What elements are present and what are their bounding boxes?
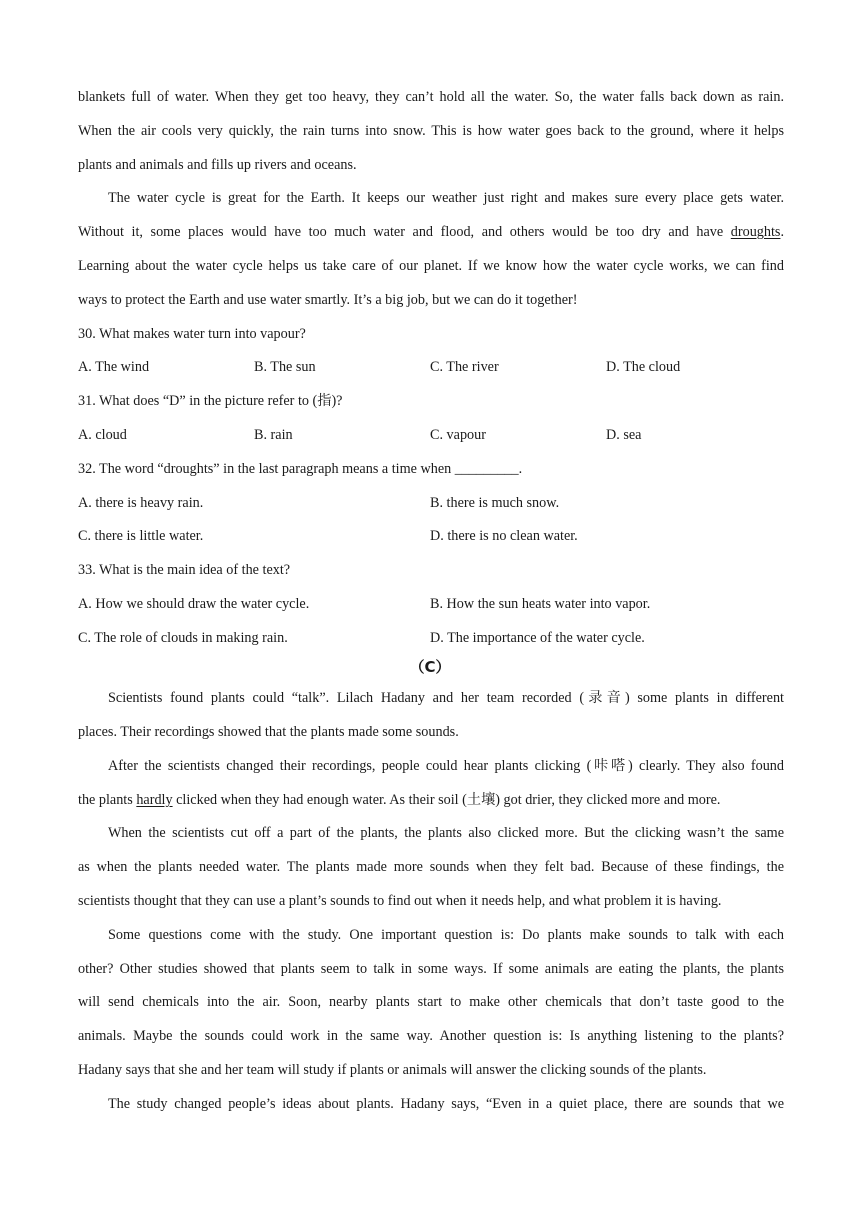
question-stem: 30. What makes water turn into vapour? (78, 326, 306, 342)
paragraph-line: places. Their recordings showed that the plants made some sounds. (78, 724, 459, 740)
paragraph-line: Some questions come with the study. One important question is: Do plants make sounds to talk with each (108, 927, 784, 943)
option-c: C. vapour (430, 427, 486, 443)
paragraph-line: scientists thought that they can use a plant’s sounds to find out when it needs help, and what problem it is having. (78, 893, 722, 909)
option-c: C. there is little water. (78, 528, 204, 544)
option-c: C. The river (430, 359, 499, 375)
option-a: A. The wind (78, 359, 150, 375)
underlined-word-droughts: droughts (730, 224, 781, 240)
option-b: B. How the sun heats water into vapor. (430, 596, 651, 612)
option-d: D. sea (606, 427, 642, 443)
option-a: A. cloud (78, 427, 127, 443)
option-c: C. The role of clouds in making rain. (78, 630, 288, 646)
text-run: Without it, some places would have too much water and flood, and others would be too dry and have (78, 224, 731, 240)
paragraph-line: The water cycle is great for the Earth. It keeps our weather just right and makes sure every place gets water. (108, 190, 784, 206)
paragraph-line: ways to protect the Earth and use water smartly. It’s a big job, but we can do it together! (78, 292, 578, 308)
paragraph-line: When the scientists cut off a part of the plants, the plants also clicked more. But the clicking wasn’t the same (108, 825, 784, 841)
option-b: B. The sun (254, 359, 316, 375)
paragraph-line (78, 790, 784, 810)
underlined-word-hardly: hardly (136, 792, 173, 808)
section-title: （C） (409, 658, 451, 676)
text-run: the plants (78, 792, 137, 808)
paragraph-line: animals. Maybe the sounds could work in the same way. Another question is: Is anything listening to the plants? (78, 1028, 784, 1044)
text-run: . (780, 224, 784, 240)
option-a: A. there is heavy rain. (78, 495, 204, 511)
paragraph-line: Learning about the water cycle helps us take care of our planet. If we know how the water cycle works, we can find (78, 258, 784, 274)
question-stem: 32. The word “droughts” in the last paragraph means a time when _________. (78, 461, 523, 477)
option-a: A. How we should draw the water cycle. (78, 596, 310, 612)
option-d: D. The importance of the water cycle. (430, 630, 645, 646)
paragraph-line: other? Other studies showed that plants seem to talk in some ways. If some animals are eating the plants, the plants (78, 961, 784, 977)
paragraph-line: will send chemicals into the air. Soon, nearby plants start to make other chemicals that don’t taste good to the (78, 994, 784, 1010)
paragraph-line: Hadany says that she and her team will study if plants or animals will answer the clicking sounds of the plants. (78, 1062, 707, 1078)
text-run: clicked when they had enough water. As their soil (土壤) got drier, they clicked more and more. (172, 792, 721, 808)
option-d: D. there is no clean water. (430, 528, 578, 544)
paragraph-line: After the scientists changed their recordings, people could hear plants clicking (咔嗒) clearly. They also found (108, 758, 784, 774)
paragraph-line: The study changed people’s ideas about plants. Hadany says, “Even in a quiet place, there are sounds that we (108, 1096, 784, 1112)
question-stem: 33. What is the main idea of the text? (78, 562, 291, 578)
paragraph-line (78, 222, 784, 242)
paragraph-line: as when the plants needed water. The plants made more sounds when they felt bad. Because of these findings, the (78, 859, 784, 875)
paragraph-line: blankets full of water. When they get too heavy, they can’t hold all the water. So, the water falls back down as rain. (78, 89, 784, 105)
question-stem: 31. What does “D” in the picture refer to (指)? (78, 393, 343, 409)
paragraph-line: When the air cools very quickly, the rain turns into snow. This is how water goes back to the ground, where it helps (78, 123, 784, 139)
option-b: B. rain (254, 427, 293, 443)
option-d: D. The cloud (606, 359, 681, 375)
paragraph-line: Scientists found plants could “talk”. Lilach Hadany and her team recorded (录音) some plants in different (108, 690, 784, 706)
paragraph-line: plants and animals and fills up rivers and oceans. (78, 157, 357, 173)
option-b: B. there is much snow. (430, 495, 560, 511)
